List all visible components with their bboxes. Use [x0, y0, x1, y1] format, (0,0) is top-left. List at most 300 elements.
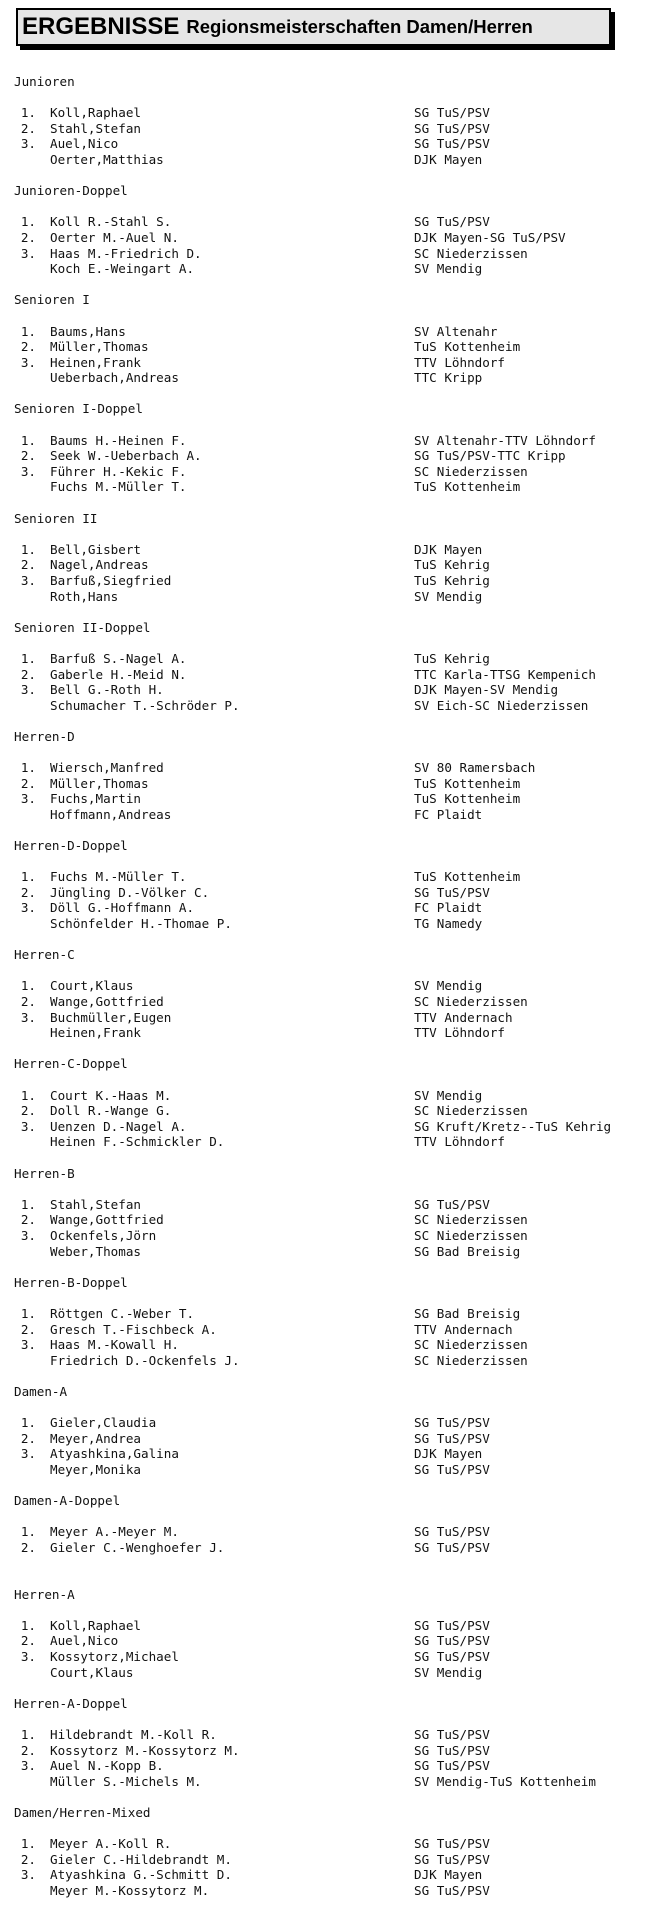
- result-rank: 1.: [20, 1836, 36, 1852]
- result-name: Stahl,Stefan: [50, 1196, 141, 1212]
- result-name: Uenzen D.-Nagel A.: [50, 1118, 187, 1134]
- result-rank: 3.: [20, 463, 36, 479]
- result-name: Wange,Gottfried: [50, 1212, 164, 1228]
- result-rank: 1.: [20, 541, 36, 557]
- result-row: [14, 1228, 654, 1244]
- result-club: SV Eich-SC Niederzissen: [414, 697, 589, 713]
- result-club: SC Niederzissen: [414, 1227, 528, 1243]
- result-rank: [14, 807, 36, 823]
- result-name: Buchmüller,Eugen: [50, 1009, 172, 1025]
- result-rank: 2.: [20, 1633, 36, 1649]
- result-club: TTV Löhndorf: [414, 1134, 505, 1150]
- result-rank: [14, 1025, 36, 1041]
- results-section: [14, 729, 654, 823]
- result-club: FC Plaidt: [414, 900, 483, 916]
- result-name: Wiersch,Manfred: [50, 760, 164, 776]
- result-rank: [14, 152, 36, 168]
- result-name: Court,Klaus: [50, 1664, 134, 1680]
- result-club: SC Niederzissen: [414, 1103, 528, 1119]
- result-rank: 2.: [20, 120, 36, 136]
- result-row: [14, 589, 654, 605]
- result-rank: [14, 1353, 36, 1369]
- result-club: TG Namedy: [414, 916, 483, 932]
- result-row: [14, 1197, 654, 1213]
- result-name: Koll R.-Stahl S.: [50, 214, 172, 230]
- results-section: [14, 1275, 654, 1369]
- result-club: SV 80 Ramersbach: [414, 760, 536, 776]
- result-name: Ockenfels,Jörn: [50, 1227, 157, 1243]
- result-club: SG Kruft/Kretz--TuS Kehrig: [414, 1118, 612, 1134]
- result-rank: 3.: [20, 1337, 36, 1353]
- result-club: TuS Kottenheim: [414, 775, 521, 791]
- result-row: [14, 1322, 654, 1338]
- result-row: [14, 479, 654, 495]
- result-club: DJK Mayen: [414, 1446, 483, 1462]
- result-name: Koch E.-Weingart A.: [50, 261, 195, 277]
- result-name: Röttgen C.-Weber T.: [50, 1305, 195, 1321]
- result-name: Auel,Nico: [50, 1633, 119, 1649]
- result-name: Müller,Thomas: [50, 339, 149, 355]
- result-name: Bell G.-Roth H.: [50, 682, 164, 698]
- section-heading: Herren-C-Doppel: [14, 1056, 128, 1072]
- result-row: [14, 152, 654, 168]
- result-rank: [14, 1134, 36, 1150]
- result-row: [14, 1540, 654, 1556]
- result-rank: 3.: [20, 245, 36, 261]
- result-row: [14, 1415, 654, 1431]
- result-row: [14, 1665, 654, 1681]
- result-rank: 2.: [20, 994, 36, 1010]
- result-row: [14, 1306, 654, 1322]
- results-section: [14, 1384, 654, 1478]
- result-club: SG TuS/PSV: [414, 136, 490, 152]
- result-row: [14, 433, 654, 449]
- result-rank: 2.: [20, 448, 36, 464]
- results-section: [14, 74, 654, 168]
- result-rank: 3.: [20, 1009, 36, 1025]
- result-club: SG Bad Breisig: [414, 1243, 521, 1259]
- result-rank: [14, 1244, 36, 1260]
- result-row: [14, 1867, 654, 1883]
- result-club: SG Bad Breisig: [414, 1305, 521, 1321]
- result-name: Nagel,Andreas: [50, 557, 149, 573]
- result-name: Auel N.-Kopp B.: [50, 1758, 164, 1774]
- result-club: TuS Kottenheim: [414, 791, 521, 807]
- result-row: [14, 355, 654, 371]
- result-rank: 2.: [20, 775, 36, 791]
- results-section: [14, 1166, 654, 1260]
- result-rank: 1.: [20, 105, 36, 121]
- result-club: SV Mendig-TuS Kottenheim: [414, 1773, 596, 1789]
- result-club: SC Niederzissen: [414, 994, 528, 1010]
- result-name: Hildebrandt M.-Koll R.: [50, 1726, 217, 1742]
- result-club: DJK Mayen-SG TuS/PSV: [414, 229, 566, 245]
- result-club: SG TuS/PSV: [414, 1430, 490, 1446]
- result-row: [14, 994, 654, 1010]
- result-rank: 2.: [20, 1742, 36, 1758]
- result-row: [14, 370, 654, 386]
- result-rank: [14, 1774, 36, 1790]
- result-name: Seek W.-Ueberbach A.: [50, 448, 202, 464]
- result-club: SG TuS/PSV-TTC Kripp: [414, 448, 566, 464]
- result-rank: [14, 698, 36, 714]
- result-club: SG TuS/PSV: [414, 1415, 490, 1431]
- result-row: [14, 869, 654, 885]
- result-name: Döll G.-Hoffmann A.: [50, 900, 195, 916]
- result-rank: 1.: [20, 760, 36, 776]
- result-row: [14, 776, 654, 792]
- result-rank: 2.: [20, 1103, 36, 1119]
- result-row: [14, 1244, 654, 1260]
- result-club: FC Plaidt: [414, 806, 483, 822]
- result-rank: 1.: [20, 1524, 36, 1540]
- result-name: Barfuß,Siegfried: [50, 573, 172, 588]
- result-rank: 1.: [20, 1415, 36, 1431]
- result-name: Oerter M.-Auel N.: [50, 229, 179, 245]
- result-row: [14, 698, 654, 714]
- result-row: [14, 1212, 654, 1228]
- result-rank: 1.: [20, 978, 36, 994]
- result-row: [14, 121, 654, 137]
- result-rank: 1.: [20, 1196, 36, 1212]
- result-name: Fuchs,Martin: [50, 791, 141, 807]
- result-rank: 1.: [20, 214, 36, 230]
- result-rank: 1.: [20, 650, 36, 666]
- result-club: SG TuS/PSV: [414, 1633, 490, 1649]
- results-section: [14, 838, 654, 932]
- result-name: Heinen,Frank: [50, 1025, 141, 1041]
- result-row: [14, 978, 654, 994]
- result-row: [14, 885, 654, 901]
- result-row: [14, 1446, 654, 1462]
- result-rank: 1.: [20, 1617, 36, 1633]
- result-name: Schönfelder H.-Thomae P.: [50, 916, 232, 932]
- result-row: [14, 542, 654, 558]
- result-club: SV Altenahr: [414, 323, 498, 339]
- result-rank: 2.: [20, 666, 36, 682]
- result-name: Gaberle H.-Meid N.: [50, 666, 187, 682]
- result-name: Bell,Gisbert: [50, 541, 141, 557]
- result-row: [14, 1119, 654, 1135]
- result-rank: 2.: [20, 1321, 36, 1337]
- result-name: Wange,Gottfried: [50, 994, 164, 1010]
- result-row: [14, 791, 654, 807]
- result-rank: 3.: [20, 900, 36, 916]
- result-name: Kossytorz,Michael: [50, 1648, 179, 1664]
- result-rank: 1.: [20, 1726, 36, 1742]
- result-row: [14, 760, 654, 776]
- result-club: TuS Kehrig: [414, 557, 490, 573]
- result-club: TTV Löhndorf: [414, 1025, 505, 1041]
- result-rank: 1.: [20, 1087, 36, 1103]
- results-section: [14, 1056, 654, 1150]
- result-club: TTV Andernach: [414, 1321, 513, 1337]
- result-rank: 3.: [20, 1446, 36, 1462]
- result-row: [14, 807, 654, 823]
- result-name: Barfuß S.-Nagel A.: [50, 650, 187, 666]
- section-heading: Herren-C: [14, 947, 75, 963]
- spacer: [14, 1555, 654, 1571]
- result-club: SV Mendig: [414, 1664, 483, 1680]
- result-name: Meyer A.-Koll R.: [50, 1836, 172, 1852]
- result-name: Schumacher T.-Schröder P.: [50, 697, 240, 713]
- result-name: Court K.-Haas M.: [50, 1087, 172, 1103]
- section-heading: Senioren I: [14, 292, 90, 308]
- result-rank: 2.: [20, 1430, 36, 1446]
- result-name: Gieler C.-Hildebrandt M.: [50, 1851, 232, 1867]
- result-rank: 2.: [20, 1851, 36, 1867]
- title-sub: Regionsmeisterschaften Damen/Herren: [186, 16, 533, 37]
- result-club: SG TuS/PSV: [414, 1726, 490, 1742]
- result-club: DJK Mayen: [414, 541, 483, 557]
- result-rank: [14, 1883, 36, 1899]
- result-name: Ueberbach,Andreas: [50, 370, 179, 386]
- section-heading: Herren-D: [14, 728, 75, 744]
- results-section: [14, 292, 654, 386]
- result-row: [14, 1743, 654, 1759]
- result-club: SC Niederzissen: [414, 245, 528, 261]
- result-row: [14, 324, 654, 340]
- result-rank: [14, 1462, 36, 1478]
- result-row: [14, 900, 654, 916]
- result-club: SG TuS/PSV: [414, 1524, 490, 1540]
- result-club: SG TuS/PSV: [414, 120, 490, 136]
- result-row: [14, 464, 654, 480]
- result-row: [14, 667, 654, 683]
- section-heading: Damen/Herren-Mixed: [14, 1804, 151, 1820]
- result-name: Meyer A.-Meyer M.: [50, 1524, 179, 1540]
- result-name: Atyashkina G.-Schmitt D.: [50, 1867, 232, 1883]
- result-row: [14, 682, 654, 698]
- result-rank: 2.: [20, 1539, 36, 1555]
- result-row: [14, 230, 654, 246]
- result-name: Haas M.-Kowall H.: [50, 1337, 179, 1353]
- result-club: SC Niederzissen: [414, 1337, 528, 1353]
- result-name: Baums,Hans: [50, 323, 126, 339]
- result-club: SG TuS/PSV: [414, 1882, 490, 1898]
- section-heading: Junioren-Doppel: [14, 183, 128, 199]
- results-section: [14, 1805, 654, 1899]
- result-club: TuS Kottenheim: [414, 869, 521, 885]
- result-row: [14, 448, 654, 464]
- result-row: [14, 573, 654, 589]
- result-rank: 1.: [20, 869, 36, 885]
- section-heading: Senioren I-Doppel: [14, 401, 143, 417]
- result-rank: 3.: [20, 1648, 36, 1664]
- result-name: Meyer,Monika: [50, 1461, 141, 1477]
- results-section: [14, 1587, 654, 1681]
- result-rank: 3.: [20, 1118, 36, 1134]
- result-name: Meyer M.-Kossytorz M.: [50, 1882, 210, 1898]
- result-club: SC Niederzissen: [414, 1212, 528, 1228]
- result-row: [14, 1633, 654, 1649]
- result-rank: 2.: [20, 229, 36, 245]
- result-row: [14, 557, 654, 573]
- result-row: [14, 651, 654, 667]
- result-rank: 3.: [20, 1867, 36, 1883]
- result-name: Stahl,Stefan: [50, 120, 141, 136]
- result-club: SV Mendig: [414, 261, 483, 277]
- section-heading: Herren-D-Doppel: [14, 838, 128, 854]
- result-name: Jüngling D.-Völker C.: [50, 884, 210, 900]
- result-rank: [14, 479, 36, 495]
- result-rank: 3.: [20, 573, 36, 588]
- result-club: SG TuS/PSV: [414, 1742, 490, 1758]
- results-section: [14, 620, 654, 714]
- result-row: [14, 261, 654, 277]
- result-club: TTC Karla-TTSG Kempenich: [414, 666, 596, 682]
- results-section: [14, 947, 654, 1041]
- result-name: Hoffmann,Andreas: [50, 806, 172, 822]
- result-row: [14, 1883, 654, 1899]
- result-club: TuS Kottenheim: [414, 339, 521, 355]
- result-row: [14, 1836, 654, 1852]
- page-title: [16, 8, 611, 46]
- result-name: Heinen F.-Schmickler D.: [50, 1134, 225, 1150]
- result-name: Heinen,Frank: [50, 354, 141, 370]
- result-rank: [14, 916, 36, 932]
- result-name: Atyashkina,Galina: [50, 1446, 179, 1462]
- result-row: [14, 1025, 654, 1041]
- result-row: [14, 1134, 654, 1150]
- section-heading: Herren-B-Doppel: [14, 1274, 128, 1290]
- result-rank: 2.: [20, 339, 36, 355]
- result-rank: 3.: [20, 791, 36, 807]
- result-row: [14, 1758, 654, 1774]
- result-club: TTC Kripp: [414, 370, 483, 386]
- result-name: Baums H.-Heinen F.: [50, 432, 187, 448]
- results-section: [14, 1696, 654, 1790]
- result-row: [14, 1088, 654, 1104]
- result-rank: 2.: [20, 1212, 36, 1228]
- result-row: [14, 1010, 654, 1026]
- result-club: TuS Kehrig: [414, 650, 490, 666]
- result-row: [14, 1462, 654, 1478]
- result-rank: 3.: [20, 1227, 36, 1243]
- result-name: Fuchs M.-Müller T.: [50, 869, 187, 885]
- section-heading: Damen-A-Doppel: [14, 1493, 121, 1509]
- result-name: Doll R.-Wange G.: [50, 1103, 172, 1119]
- results-section: [14, 401, 654, 495]
- result-rank: 1.: [20, 1305, 36, 1321]
- result-name: Haas M.-Friedrich D.: [50, 245, 202, 261]
- result-name: Kossytorz M.-Kossytorz M.: [50, 1742, 240, 1758]
- result-club: SC Niederzissen: [414, 463, 528, 479]
- result-row: [14, 916, 654, 932]
- result-club: DJK Mayen: [414, 1867, 483, 1883]
- result-club: TuS Kehrig: [414, 573, 490, 588]
- result-club: SG TuS/PSV: [414, 1836, 490, 1852]
- result-club: DJK Mayen: [414, 151, 483, 167]
- result-row: [14, 1649, 654, 1665]
- result-rank: 2.: [20, 557, 36, 573]
- result-row: [14, 105, 654, 121]
- result-row: [14, 1353, 654, 1369]
- title-main: ERGEBNISSE: [22, 13, 180, 40]
- result-club: SG TuS/PSV: [414, 1851, 490, 1867]
- result-rank: 3.: [20, 136, 36, 152]
- result-club: SG TuS/PSV: [414, 1758, 490, 1774]
- result-club: TuS Kottenheim: [414, 479, 521, 495]
- result-name: Koll,Raphael: [50, 1617, 141, 1633]
- result-row: [14, 246, 654, 262]
- result-club: DJK Mayen-SV Mendig: [414, 682, 559, 698]
- result-club: SC Niederzissen: [414, 1352, 528, 1368]
- section-heading: Senioren II: [14, 510, 98, 526]
- results-section: [14, 511, 654, 605]
- result-club: SG TuS/PSV: [414, 105, 490, 121]
- result-row: [14, 214, 654, 230]
- result-rank: 3.: [20, 682, 36, 698]
- result-row: [14, 1852, 654, 1868]
- result-club: TTV Löhndorf: [414, 354, 505, 370]
- result-name: Roth,Hans: [50, 588, 119, 604]
- result-club: SG TuS/PSV: [414, 214, 490, 230]
- result-name: Meyer,Andrea: [50, 1430, 141, 1446]
- result-name: Gieler C.-Wenghoefer J.: [50, 1539, 225, 1555]
- result-name: Gresch T.-Fischbeck A.: [50, 1321, 217, 1337]
- result-row: [14, 1618, 654, 1634]
- result-club: SG TuS/PSV: [414, 1461, 490, 1477]
- result-rank: [14, 1665, 36, 1681]
- section-heading: Senioren II-Doppel: [14, 619, 151, 635]
- results-list: [14, 74, 654, 1914]
- result-rank: [14, 261, 36, 277]
- result-row: [14, 1524, 654, 1540]
- result-name: Führer H.-Kekic F.: [50, 463, 187, 479]
- result-name: Auel,Nico: [50, 136, 119, 152]
- section-heading: Herren-A: [14, 1586, 75, 1602]
- result-name: Weber,Thomas: [50, 1243, 141, 1259]
- result-rank: [14, 370, 36, 386]
- result-name: Oerter,Matthias: [50, 151, 164, 167]
- result-name: Court,Klaus: [50, 978, 134, 994]
- section-heading: Damen-A: [14, 1383, 68, 1399]
- section-heading: Herren-A-Doppel: [14, 1695, 128, 1711]
- section-heading: Junioren: [14, 74, 75, 89]
- result-name: Fuchs M.-Müller T.: [50, 479, 187, 495]
- result-club: SG TuS/PSV: [414, 1539, 490, 1555]
- result-name: Müller S.-Michels M.: [50, 1773, 202, 1789]
- result-name: Müller,Thomas: [50, 775, 149, 791]
- result-club: SV Altenahr-TTV Löhndorf: [414, 432, 596, 448]
- result-row: [14, 136, 654, 152]
- result-row: [14, 1431, 654, 1447]
- result-rank: 2.: [20, 884, 36, 900]
- result-rank: 3.: [20, 354, 36, 370]
- result-club: SG TuS/PSV: [414, 1617, 490, 1633]
- result-club: TTV Andernach: [414, 1009, 513, 1025]
- result-club: SV Mendig: [414, 1087, 483, 1103]
- result-row: [14, 1103, 654, 1119]
- result-row: [14, 1337, 654, 1353]
- result-row: [14, 1727, 654, 1743]
- result-club: SV Mendig: [414, 588, 483, 604]
- result-name: Gieler,Claudia: [50, 1415, 157, 1431]
- result-name: Koll,Raphael: [50, 105, 141, 121]
- result-row: [14, 339, 654, 355]
- result-rank: 3.: [20, 1758, 36, 1774]
- result-club: SG TuS/PSV: [414, 1196, 490, 1212]
- result-rank: 1.: [20, 323, 36, 339]
- result-club: SG TuS/PSV: [414, 884, 490, 900]
- result-rank: [14, 589, 36, 605]
- result-club: SG TuS/PSV: [414, 1648, 490, 1664]
- result-name: Friedrich D.-Ockenfels J.: [50, 1352, 240, 1368]
- section-heading: Herren-B: [14, 1165, 75, 1181]
- result-club: SV Mendig: [414, 978, 483, 994]
- result-row: [14, 1774, 654, 1790]
